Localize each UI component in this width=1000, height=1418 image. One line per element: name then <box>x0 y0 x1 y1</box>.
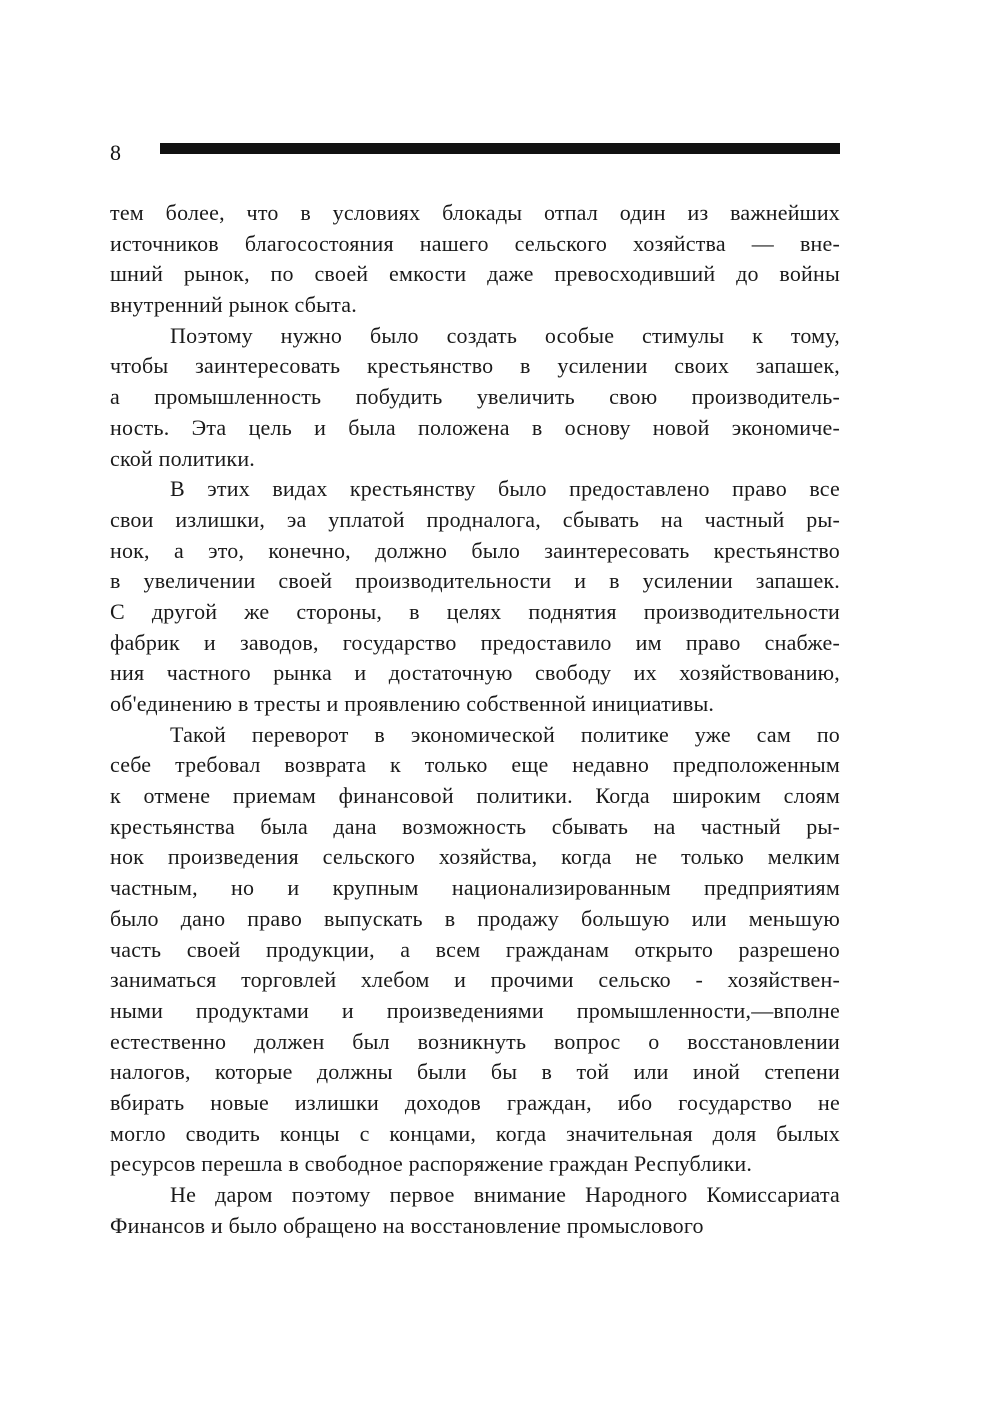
text-line: к отмене приемам финансовой политики. Когда широким слоям <box>110 783 840 809</box>
text-line: внутренний рынок сбыта. <box>110 292 357 318</box>
text-line: ными продуктами и произведениями промышленности,—вполне <box>110 997 840 1023</box>
text-line: в увеличении своей производительности и в усилении запашек. <box>110 568 840 594</box>
text-line: естественно должен был возникнуть вопрос о восстановлении <box>110 1028 840 1054</box>
page-number: 8 <box>110 140 121 165</box>
text-line: шний рынок, по своей емкости даже превосходивший до войны <box>110 261 840 287</box>
text-line: себе требовал возврата к только еще недавно предположенным <box>110 752 840 778</box>
text-line: вбирать новые излишки доходов граждан, ибо государство не <box>110 1089 840 1115</box>
paragraph <box>110 474 840 720</box>
text-line: нок произведения сельского хозяйства, когда не только мелким <box>110 844 840 870</box>
text-line: часть своей продукции, а всем гражданам открыто разрешено <box>110 936 840 962</box>
text-line: крестьянства была дана возможность сбывать на частный ры- <box>110 813 840 839</box>
text-line: С другой же стороны, в целях поднятия производительности <box>110 598 840 624</box>
paragraph <box>110 321 840 474</box>
text-line: а промышленность побудить увеличить свою производитель- <box>110 384 840 410</box>
text-line: фабрик и заводов, государство предоставило им право снабже- <box>110 629 840 655</box>
header-rule <box>160 143 840 154</box>
text-line: ность. Эта цель и была положена в основу новой экономиче- <box>110 414 840 440</box>
text-line: ресурсов перешла в свободное распоряжение граждан Республики. <box>110 1151 753 1177</box>
paragraph <box>110 198 840 321</box>
text-line: источников благосостояния нашего сельского хозяйства — вне- <box>110 230 840 256</box>
text-line: тем более, что в условиях блокады отпал один из важнейших <box>110 200 840 225</box>
text-line: об'единению в тресты и проявлению собственной инициативы. <box>110 691 715 716</box>
text-line: Поэтому нужно было создать особые стимулы к тому, <box>170 322 840 348</box>
text-line: могло сводить концы с концами, когда значительная доля былых <box>110 1120 840 1146</box>
text-line: заниматься торговлей хлебом и прочими сельско - хозяйствен- <box>110 967 840 993</box>
body-text <box>110 198 840 1241</box>
text-line: налогов, которые должны были бы в той или иной степени <box>110 1059 840 1085</box>
text-line: Такой переворот в экономической политике уже сам по <box>170 721 840 747</box>
text-line: нок, а это, конечно, должно было заинтересовать крестьянство <box>110 537 840 563</box>
text-line: Не даром поэтому первое внимание Народного Комиссариата <box>170 1182 840 1207</box>
text-line: частным, но и крупным национализированным предприятиям <box>110 875 840 901</box>
text-line: было дано право выпускать в продажу большую или меньшую <box>110 905 840 931</box>
text-line: свои излишки, эа уплатой продналога, сбывать на частный ры- <box>110 506 840 532</box>
text-line: ской политики. <box>110 445 255 471</box>
text-line: Финансов и было обращено на восстановление промыслового <box>110 1212 704 1238</box>
paragraph <box>110 1180 840 1241</box>
text-line: В этих видах крестьянству было предоставлено право все <box>170 476 840 502</box>
page-header <box>108 140 840 166</box>
text-line: ния частного рынка и достаточную свободу их хозяйствованию, <box>110 660 840 686</box>
text-line: чтобы заинтересовать крестьянство в усилении своих запашек, <box>110 353 840 379</box>
paragraph <box>110 720 840 1180</box>
